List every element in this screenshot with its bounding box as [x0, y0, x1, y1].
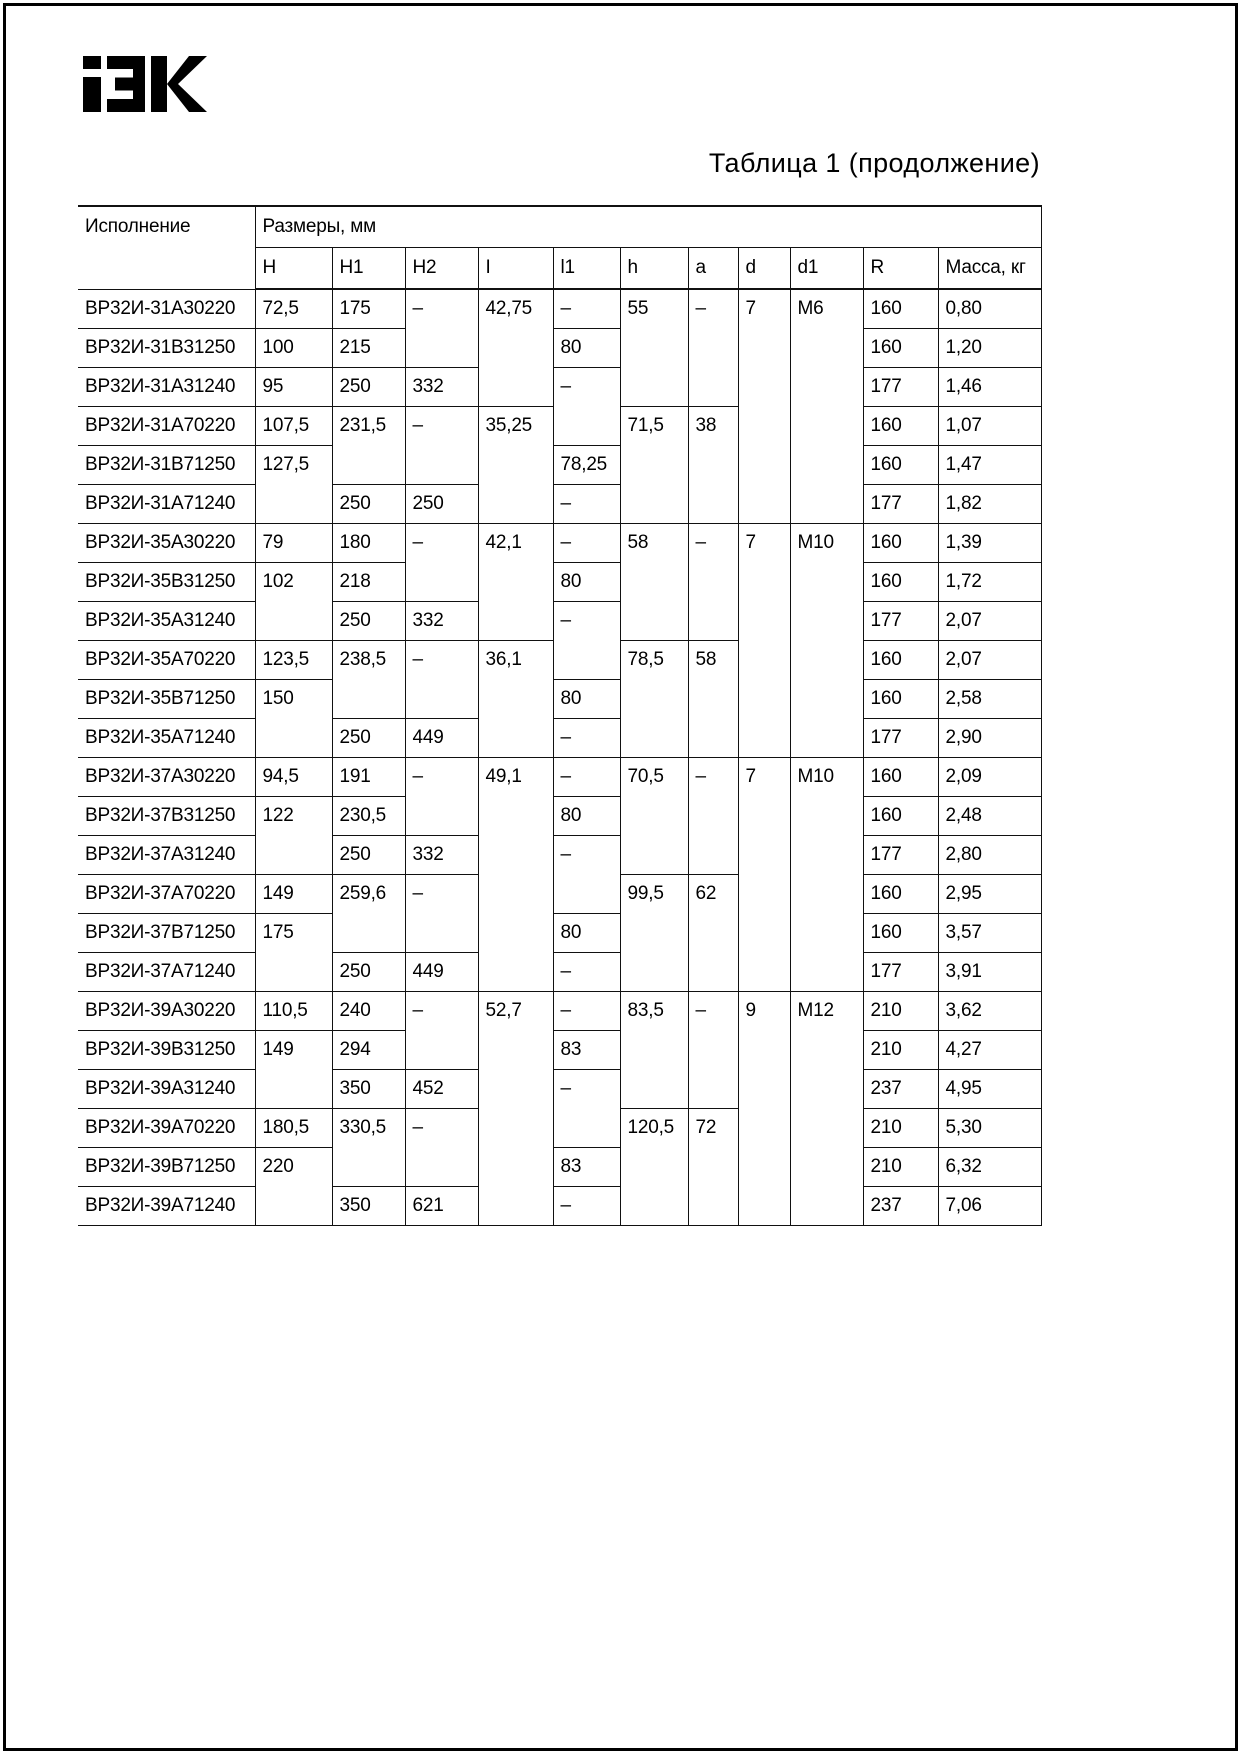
col-header-model: Исполнение [78, 206, 255, 289]
cell-mass: 1,72 [938, 563, 1041, 602]
cell-H2: 449 [405, 719, 478, 758]
cell-I: 52,7 [478, 992, 553, 1226]
col-header-mass: Масса, кг [938, 248, 1041, 290]
table-row [78, 329, 1041, 368]
col-header-d1: d1 [790, 248, 863, 290]
cell-H2: 332 [405, 368, 478, 407]
iek-logo [83, 56, 207, 112]
table-row [78, 1031, 1041, 1070]
cell-R: 160 [863, 446, 938, 485]
cell-model: ВР32И-35А30220 [78, 524, 255, 563]
cell-H2: – [405, 992, 478, 1070]
header-row-group [78, 206, 1041, 248]
cell-model: ВР32И-39А70220 [78, 1109, 255, 1148]
cell-l1: 80 [553, 797, 620, 836]
cell-l1: – [553, 602, 620, 680]
col-header-R: R [863, 248, 938, 290]
cell-mass: 3,62 [938, 992, 1041, 1031]
cell-l1: – [553, 1070, 620, 1148]
table-header [78, 206, 1041, 289]
cell-H1: 230,5 [332, 797, 405, 836]
table-row [78, 485, 1041, 524]
cell-mass: 6,32 [938, 1148, 1041, 1187]
cell-H: 110,5 [255, 992, 332, 1031]
cell-R: 160 [863, 914, 938, 953]
cell-H1: 259,6 [332, 875, 405, 953]
cell-H: 220 [255, 1148, 332, 1226]
cell-H: 79 [255, 524, 332, 563]
cell-mass: 1,39 [938, 524, 1041, 563]
cell-mass: 2,07 [938, 602, 1041, 641]
col-header-H1: H1 [332, 248, 405, 290]
cell-h: 99,5 [620, 875, 688, 992]
cell-H: 72,5 [255, 289, 332, 329]
cell-model: ВР32И-37А31240 [78, 836, 255, 875]
cell-H: 95 [255, 368, 332, 407]
cell-mass: 1,47 [938, 446, 1041, 485]
table-row [78, 758, 1041, 797]
cell-model: ВР32И-35В31250 [78, 563, 255, 602]
cell-l1: – [553, 1187, 620, 1226]
cell-model: ВР32И-39В31250 [78, 1031, 255, 1070]
cell-H1: 250 [332, 602, 405, 641]
cell-mass: 2,09 [938, 758, 1041, 797]
cell-R: 160 [863, 407, 938, 446]
cell-model: ВР32И-31А31240 [78, 368, 255, 407]
cell-H: 150 [255, 680, 332, 758]
cell-l1: – [553, 289, 620, 329]
cell-H: 149 [255, 875, 332, 914]
table-row [78, 1187, 1041, 1226]
cell-l1: 80 [553, 329, 620, 368]
cell-a: 62 [688, 875, 738, 992]
dimensions-table-container [78, 205, 1042, 1226]
cell-R: 177 [863, 836, 938, 875]
table-row [78, 368, 1041, 407]
table-row [78, 524, 1041, 563]
cell-l1: – [553, 524, 620, 563]
cell-l1: – [553, 953, 620, 992]
cell-H1: 350 [332, 1070, 405, 1109]
cell-l1: 80 [553, 914, 620, 953]
cell-model: ВР32И-39В71250 [78, 1148, 255, 1187]
cell-R: 160 [863, 680, 938, 719]
cell-h: 83,5 [620, 992, 688, 1109]
cell-mass: 1,82 [938, 485, 1041, 524]
cell-model: ВР32И-37А30220 [78, 758, 255, 797]
cell-model: ВР32И-35В71250 [78, 680, 255, 719]
cell-h: 71,5 [620, 407, 688, 524]
cell-mass: 3,57 [938, 914, 1041, 953]
cell-H2: 250 [405, 485, 478, 524]
table-row [78, 953, 1041, 992]
cell-model: ВР32И-31А71240 [78, 485, 255, 524]
cell-mass: 4,27 [938, 1031, 1041, 1070]
col-header-h: h [620, 248, 688, 290]
col-header-H2: H2 [405, 248, 478, 290]
cell-a: 72 [688, 1109, 738, 1226]
cell-mass: 3,91 [938, 953, 1041, 992]
cell-R: 210 [863, 1109, 938, 1148]
cell-h: 70,5 [620, 758, 688, 875]
cell-I: 36,1 [478, 641, 553, 758]
cell-l1: 83 [553, 1031, 620, 1070]
cell-R: 160 [863, 758, 938, 797]
cell-mass: 2,95 [938, 875, 1041, 914]
cell-H: 94,5 [255, 758, 332, 797]
cell-d1: М12 [790, 992, 863, 1226]
cell-a: 58 [688, 641, 738, 758]
cell-l1: – [553, 836, 620, 914]
cell-H1: 350 [332, 1187, 405, 1226]
cell-R: 160 [863, 524, 938, 563]
cell-H2: – [405, 875, 478, 953]
cell-mass: 5,30 [938, 1109, 1041, 1148]
cell-h: 55 [620, 289, 688, 407]
cell-a: – [688, 758, 738, 875]
dimensions-table [78, 205, 1042, 1226]
cell-R: 210 [863, 992, 938, 1031]
cell-R: 237 [863, 1187, 938, 1226]
cell-H2: – [405, 407, 478, 485]
cell-mass: 7,06 [938, 1187, 1041, 1226]
cell-d: 9 [738, 992, 790, 1226]
cell-model: ВР32И-31В71250 [78, 446, 255, 485]
table-row [78, 914, 1041, 953]
cell-model: ВР32И-37А71240 [78, 953, 255, 992]
cell-model: ВР32И-31В31250 [78, 329, 255, 368]
cell-l1: 80 [553, 563, 620, 602]
cell-H2: – [405, 524, 478, 602]
iek-logo-glyphs [83, 56, 207, 112]
cell-H1: 191 [332, 758, 405, 797]
cell-model: ВР32И-37В31250 [78, 797, 255, 836]
cell-l1: – [553, 719, 620, 758]
cell-model: ВР32И-35А71240 [78, 719, 255, 758]
cell-a: – [688, 289, 738, 407]
cell-R: 160 [863, 329, 938, 368]
cell-H1: 240 [332, 992, 405, 1031]
cell-l1: 83 [553, 1148, 620, 1187]
cell-H1: 330,5 [332, 1109, 405, 1187]
cell-l1: – [553, 368, 620, 446]
cell-R: 160 [863, 641, 938, 680]
cell-H1: 250 [332, 836, 405, 875]
cell-H1: 294 [332, 1031, 405, 1070]
cell-H2: – [405, 758, 478, 836]
cell-model: ВР32И-39А30220 [78, 992, 255, 1031]
cell-H2: – [405, 641, 478, 719]
cell-l1: – [553, 992, 620, 1031]
cell-H1: 250 [332, 368, 405, 407]
cell-H2: – [405, 1109, 478, 1187]
table-row [78, 289, 1041, 329]
cell-I: 49,1 [478, 758, 553, 992]
cell-H: 102 [255, 563, 332, 641]
cell-H: 149 [255, 1031, 332, 1109]
cell-H: 175 [255, 914, 332, 992]
cell-model: ВР32И-31А70220 [78, 407, 255, 446]
cell-R: 237 [863, 1070, 938, 1109]
cell-mass: 2,90 [938, 719, 1041, 758]
cell-H2: 621 [405, 1187, 478, 1226]
cell-a: 38 [688, 407, 738, 524]
cell-H1: 231,5 [332, 407, 405, 485]
cell-R: 177 [863, 485, 938, 524]
cell-d1: М10 [790, 758, 863, 992]
cell-model: ВР32И-35А31240 [78, 602, 255, 641]
cell-a: – [688, 992, 738, 1109]
cell-H1: 175 [332, 289, 405, 329]
cell-H: 100 [255, 329, 332, 368]
cell-R: 160 [863, 289, 938, 329]
table-row [78, 836, 1041, 875]
table-row [78, 563, 1041, 602]
cell-R: 210 [863, 1031, 938, 1070]
cell-l1: 80 [553, 680, 620, 719]
col-header-d: d [738, 248, 790, 290]
cell-h: 78,5 [620, 641, 688, 758]
cell-mass: 1,07 [938, 407, 1041, 446]
cell-I: 35,25 [478, 407, 553, 524]
cell-d1: М10 [790, 524, 863, 758]
col-header-dimensions-group: Размеры, мм [255, 206, 1041, 248]
cell-R: 177 [863, 719, 938, 758]
cell-h: 58 [620, 524, 688, 641]
cell-model: ВР32И-39А31240 [78, 1070, 255, 1109]
cell-H2: 332 [405, 602, 478, 641]
table-row [78, 680, 1041, 719]
cell-I: 42,1 [478, 524, 553, 641]
table-row [78, 602, 1041, 641]
cell-mass: 2,58 [938, 680, 1041, 719]
table-row [78, 719, 1041, 758]
cell-R: 177 [863, 368, 938, 407]
cell-d: 7 [738, 289, 790, 524]
table-row [78, 1070, 1041, 1109]
cell-H: 127,5 [255, 446, 332, 524]
cell-R: 160 [863, 797, 938, 836]
cell-H1: 238,5 [332, 641, 405, 719]
table-body [78, 289, 1041, 1226]
col-header-l1: l1 [553, 248, 620, 290]
cell-R: 210 [863, 1148, 938, 1187]
cell-mass: 2,80 [938, 836, 1041, 875]
cell-d1: М6 [790, 289, 863, 524]
table-caption: Таблица 1 (продолжение) [708, 148, 1040, 178]
cell-I: 42,75 [478, 289, 553, 407]
table-row [78, 992, 1041, 1031]
cell-l1: 78,25 [553, 446, 620, 485]
table-row [78, 446, 1041, 485]
cell-H1: 215 [332, 329, 405, 368]
cell-mass: 1,20 [938, 329, 1041, 368]
cell-mass: 0,80 [938, 289, 1041, 329]
cell-H2: 449 [405, 953, 478, 992]
cell-H1: 250 [332, 485, 405, 524]
cell-H: 180,5 [255, 1109, 332, 1148]
cell-H1: 250 [332, 719, 405, 758]
cell-R: 177 [863, 953, 938, 992]
cell-H: 123,5 [255, 641, 332, 680]
cell-model: ВР32И-37В71250 [78, 914, 255, 953]
cell-H1: 218 [332, 563, 405, 602]
cell-R: 160 [863, 563, 938, 602]
cell-R: 177 [863, 602, 938, 641]
table-row [78, 1148, 1041, 1187]
cell-a: – [688, 524, 738, 641]
cell-mass: 2,48 [938, 797, 1041, 836]
cell-H: 107,5 [255, 407, 332, 446]
cell-R: 160 [863, 875, 938, 914]
cell-H: 122 [255, 797, 332, 875]
cell-H1: 250 [332, 953, 405, 992]
cell-H1: 180 [332, 524, 405, 563]
cell-h: 120,5 [620, 1109, 688, 1226]
cell-d: 7 [738, 758, 790, 992]
cell-mass: 2,07 [938, 641, 1041, 680]
col-header-I: I [478, 248, 553, 290]
cell-d: 7 [738, 524, 790, 758]
cell-l1: – [553, 758, 620, 797]
cell-model: ВР32И-39А71240 [78, 1187, 255, 1226]
col-header-H: H [255, 248, 332, 290]
cell-H2: 332 [405, 836, 478, 875]
cell-mass: 4,95 [938, 1070, 1041, 1109]
cell-l1: – [553, 485, 620, 524]
cell-mass: 1,46 [938, 368, 1041, 407]
cell-H2: – [405, 289, 478, 368]
cell-model: ВР32И-37А70220 [78, 875, 255, 914]
cell-model: ВР32И-35А70220 [78, 641, 255, 680]
table-row [78, 797, 1041, 836]
col-header-a: a [688, 248, 738, 290]
cell-model: ВР32И-31А30220 [78, 289, 255, 329]
cell-H2: 452 [405, 1070, 478, 1109]
